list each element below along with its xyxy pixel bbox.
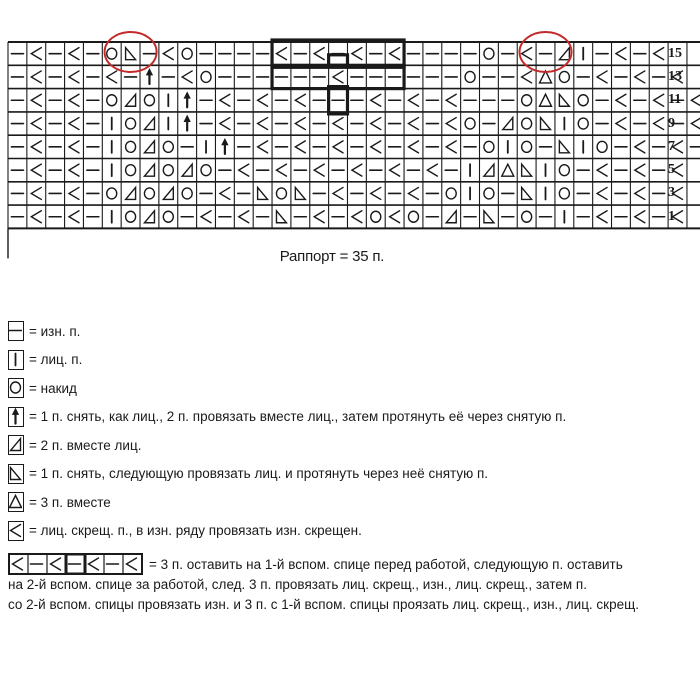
twisted-knit-symbol bbox=[654, 48, 664, 60]
twisted-knit-symbol bbox=[371, 118, 381, 130]
k3tog-symbol bbox=[502, 164, 514, 176]
ssk-symbol bbox=[276, 211, 286, 223]
k2tog-symbol bbox=[144, 118, 154, 130]
twisted-knit-symbol bbox=[390, 164, 400, 176]
twisted-knit-symbol bbox=[408, 141, 418, 153]
cable-outline bbox=[272, 40, 404, 114]
legend-text: = 1 п. снять, как лиц., 2 п. провязать вместе лиц., затем протянуть её через снятую п. bbox=[29, 409, 567, 424]
k2tog-symbol bbox=[559, 48, 569, 60]
yarn-over-symbol bbox=[126, 141, 136, 152]
yarn-over-symbol bbox=[465, 118, 475, 129]
legend-text: = лиц. п. bbox=[29, 352, 83, 367]
twisted-knit-symbol bbox=[69, 71, 79, 83]
twisted-knit-symbol bbox=[352, 211, 362, 223]
legend-item-k2tog bbox=[8, 434, 141, 456]
twisted-knit-symbol bbox=[314, 164, 324, 176]
twisted-knit-symbol bbox=[239, 211, 249, 223]
ssk-icon bbox=[8, 464, 24, 484]
twisted-knit-symbol bbox=[163, 48, 173, 60]
k2tog-symbol bbox=[144, 211, 154, 223]
twisted-knit-symbol bbox=[239, 164, 249, 176]
twisted-knit-symbol bbox=[446, 94, 456, 106]
yarn-over-symbol bbox=[559, 188, 569, 199]
k2tog-icon bbox=[8, 435, 24, 455]
twisted-knit-symbol bbox=[31, 164, 41, 176]
yarn-over-symbol bbox=[107, 48, 117, 59]
legend-text: = 3 п. вместе bbox=[29, 494, 111, 510]
twisted-knit-symbol bbox=[371, 94, 381, 106]
ssk-symbol bbox=[258, 187, 268, 199]
yarn-over-symbol bbox=[484, 188, 494, 199]
ssk-symbol bbox=[522, 164, 532, 176]
ssk-symbol bbox=[559, 141, 569, 153]
row-number: 11 bbox=[668, 92, 682, 108]
legend-text: = 1 п. снять, следующую провязать лиц. и протянуть через неё снятую п. bbox=[29, 466, 489, 481]
rapport-label: Раппорт = 35 п. bbox=[279, 248, 385, 265]
yarn-over-symbol bbox=[522, 95, 532, 106]
twisted-knit-symbol bbox=[635, 211, 645, 223]
cable-description-line: со 2-й вспом. спицы провязать изн. и 3 п. с 1-й вспом. спицы проязать лиц. скрещ., изн., лиц. скрещ. bbox=[8, 597, 639, 612]
twisted-knit-symbol bbox=[295, 94, 305, 106]
ssk-symbol bbox=[559, 94, 569, 106]
slip-k2tog-psso-icon bbox=[8, 407, 24, 427]
twisted-knit-symbol bbox=[31, 118, 41, 130]
legend-item-yarn-over bbox=[8, 377, 77, 399]
twisted-knit-symbol bbox=[31, 187, 41, 199]
yarn-over-icon bbox=[8, 378, 24, 398]
twisted-knit-symbol bbox=[13, 558, 23, 570]
knitting-chart bbox=[0, 0, 700, 270]
twisted-knit-symbol bbox=[51, 558, 61, 570]
yarn-over-symbol bbox=[11, 382, 21, 393]
twisted-knit-symbol bbox=[276, 48, 286, 60]
yarn-over-symbol bbox=[126, 211, 136, 222]
yarn-over-symbol bbox=[163, 141, 173, 152]
twisted-knit-symbol bbox=[220, 94, 230, 106]
yarn-over-symbol bbox=[465, 71, 475, 82]
twisted-knit-symbol bbox=[390, 48, 400, 60]
yarn-over-symbol bbox=[446, 188, 456, 199]
yarn-over-symbol bbox=[107, 95, 117, 106]
twisted-knit-symbol bbox=[182, 71, 192, 83]
twisted-knit-symbol bbox=[69, 118, 79, 130]
k3tog-symbol bbox=[540, 94, 552, 106]
legend-item-twisted-knit bbox=[8, 520, 362, 542]
row-number: 5 bbox=[668, 162, 675, 178]
twisted-knit-symbol bbox=[314, 48, 324, 60]
twisted-knit-symbol bbox=[69, 164, 79, 176]
k2tog-symbol bbox=[126, 187, 136, 199]
twisted-knit-symbol bbox=[258, 118, 268, 130]
twisted-knit-symbol bbox=[220, 187, 230, 199]
chart-row-9 bbox=[11, 116, 700, 131]
legend-item-purl bbox=[8, 320, 80, 342]
twisted-knit-symbol bbox=[333, 71, 343, 83]
slip-k2tog-psso-symbol bbox=[184, 116, 190, 131]
twisted-knit-symbol bbox=[276, 164, 286, 176]
legend-item-cable bbox=[8, 553, 623, 575]
twisted-knit-symbol bbox=[352, 48, 362, 60]
twisted-knit-symbol bbox=[107, 71, 117, 83]
twisted-knit-symbol bbox=[597, 164, 607, 176]
k2tog-symbol bbox=[144, 141, 154, 153]
twisted-knit-symbol bbox=[616, 94, 626, 106]
twisted-knit-symbol bbox=[654, 118, 664, 130]
yarn-over-symbol bbox=[163, 165, 173, 176]
twisted-knit-symbol bbox=[446, 118, 456, 130]
twisted-knit-symbol bbox=[371, 187, 381, 199]
twisted-knit-symbol bbox=[258, 94, 268, 106]
yarn-over-symbol bbox=[408, 211, 418, 222]
twisted-knit-symbol bbox=[69, 211, 79, 223]
legend-text: = изн. п. bbox=[29, 323, 81, 339]
twisted-knit-symbol bbox=[408, 94, 418, 106]
twisted-knit-symbol bbox=[220, 118, 230, 130]
yarn-over-symbol bbox=[484, 141, 494, 152]
twisted-knit-symbol bbox=[314, 211, 324, 223]
twisted-knit-symbol bbox=[295, 141, 305, 153]
k2tog-symbol bbox=[144, 164, 154, 176]
yarn-over-symbol bbox=[522, 118, 532, 129]
yarn-over-symbol bbox=[107, 188, 117, 199]
cable-description-line: на 2-й вспом. спице за работой, след. 3 п. провязать лиц. скрещ., изн., лиц. скрещ., затем п. bbox=[8, 577, 587, 592]
twisted-knit-symbol bbox=[390, 211, 400, 223]
legend-item-slip-k2tog-psso bbox=[8, 406, 566, 428]
twisted-knit-symbol bbox=[201, 211, 211, 223]
yarn-over-symbol bbox=[559, 165, 569, 176]
yarn-over-symbol bbox=[126, 118, 136, 129]
row-number: 1 bbox=[668, 208, 675, 224]
cable-icon bbox=[8, 553, 144, 575]
k2tog-symbol bbox=[126, 94, 136, 106]
twisted-knit-symbol bbox=[333, 141, 343, 153]
yarn-over-symbol bbox=[144, 95, 154, 106]
slip-k2tog-psso-symbol bbox=[146, 69, 152, 84]
ssk-symbol bbox=[295, 187, 305, 199]
legend-text: = накид bbox=[29, 380, 77, 396]
yarn-over-symbol bbox=[201, 71, 211, 82]
twisted-knit-symbol bbox=[127, 558, 137, 570]
row-number: 13 bbox=[668, 68, 682, 84]
yarn-over-symbol bbox=[182, 188, 192, 199]
legend-item-knit bbox=[8, 349, 82, 371]
yarn-over-symbol bbox=[597, 141, 607, 152]
twisted-knit-symbol bbox=[635, 164, 645, 176]
ssk-symbol bbox=[11, 467, 21, 479]
yarn-over-symbol bbox=[371, 211, 381, 222]
twisted-knit-symbol bbox=[69, 48, 79, 60]
twisted-knit-symbol bbox=[635, 187, 645, 199]
k2tog-symbol bbox=[182, 164, 192, 176]
slip-k2tog-psso-symbol bbox=[222, 139, 228, 154]
yarn-over-symbol bbox=[559, 71, 569, 82]
twisted-knit-symbol bbox=[69, 141, 79, 153]
yarn-over-symbol bbox=[201, 165, 211, 176]
twisted-knit-symbol bbox=[408, 118, 418, 130]
twisted-knit-symbol bbox=[522, 71, 532, 83]
slip-k2tog-psso-symbol bbox=[13, 408, 19, 423]
k2tog-symbol bbox=[503, 118, 513, 130]
purl-icon bbox=[8, 321, 24, 341]
twisted-knit-symbol bbox=[295, 118, 305, 130]
twisted-knit-symbol bbox=[446, 141, 456, 153]
twisted-knit-symbol bbox=[258, 141, 268, 153]
row-number: 3 bbox=[668, 185, 675, 201]
twisted-knit-symbol bbox=[597, 187, 607, 199]
twisted-knit-symbol bbox=[31, 211, 41, 223]
twisted-knit-symbol bbox=[408, 187, 418, 199]
yarn-over-symbol bbox=[578, 95, 588, 106]
twisted-knit-symbol bbox=[31, 48, 41, 60]
twisted-knit-symbol bbox=[69, 94, 79, 106]
twisted-knit-symbol bbox=[371, 141, 381, 153]
twisted-knit-symbol bbox=[31, 141, 41, 153]
twisted-knit-symbol bbox=[333, 187, 343, 199]
twisted-knit-symbol bbox=[597, 211, 607, 223]
legend-text: = 2 п. вместе лиц. bbox=[29, 437, 142, 453]
yarn-over-symbol bbox=[484, 48, 494, 59]
k3tog-symbol bbox=[10, 496, 22, 508]
ssk-symbol bbox=[484, 211, 494, 223]
chart-row-11 bbox=[11, 92, 700, 107]
twisted-knit-symbol bbox=[654, 94, 664, 106]
legend-item-ssk bbox=[8, 463, 488, 485]
k2tog-symbol bbox=[446, 211, 456, 223]
k3tog-icon bbox=[8, 492, 24, 512]
twisted-knit-symbol bbox=[635, 71, 645, 83]
legend-text: = 3 п. оставить на 1-й вспом. спице перед работой, следующую п. оставить bbox=[149, 556, 623, 572]
twisted-knit-icon bbox=[8, 521, 24, 541]
yarn-over-symbol bbox=[522, 141, 532, 152]
yarn-over-symbol bbox=[522, 211, 532, 222]
ssk-symbol bbox=[541, 118, 551, 130]
twisted-knit-symbol bbox=[522, 48, 532, 60]
twisted-knit-symbol bbox=[31, 94, 41, 106]
row-number: 9 bbox=[668, 115, 675, 131]
chart-grid bbox=[8, 42, 700, 228]
twisted-knit-symbol bbox=[597, 71, 607, 83]
yarn-over-symbol bbox=[182, 48, 192, 59]
twisted-knit-symbol bbox=[635, 141, 645, 153]
ssk-symbol bbox=[522, 187, 532, 199]
row-number: 7 bbox=[668, 138, 675, 154]
row-number: 15 bbox=[668, 45, 682, 61]
twisted-knit-symbol bbox=[352, 164, 362, 176]
yarn-over-symbol bbox=[276, 188, 286, 199]
twisted-knit-symbol bbox=[69, 187, 79, 199]
yarn-over-symbol bbox=[578, 118, 588, 129]
twisted-knit-symbol bbox=[11, 524, 21, 536]
k2tog-symbol bbox=[484, 164, 494, 176]
twisted-knit-symbol bbox=[616, 118, 626, 130]
knit-icon bbox=[8, 350, 24, 370]
yarn-over-symbol bbox=[126, 165, 136, 176]
k2tog-symbol bbox=[11, 439, 21, 451]
yarn-over-symbol bbox=[163, 211, 173, 222]
twisted-knit-symbol bbox=[333, 118, 343, 130]
twisted-knit-symbol bbox=[31, 71, 41, 83]
ssk-symbol bbox=[126, 48, 136, 60]
twisted-knit-symbol bbox=[427, 164, 437, 176]
slip-k2tog-psso-symbol bbox=[184, 92, 190, 107]
twisted-knit-symbol bbox=[89, 558, 99, 570]
chart-row-7 bbox=[11, 139, 700, 154]
legend-text: = лиц. скрещ. п., в изн. ряду провязать изн. скрещен. bbox=[29, 523, 362, 538]
k2tog-symbol bbox=[163, 187, 173, 199]
legend-item-k3tog bbox=[8, 491, 111, 513]
yarn-over-symbol bbox=[144, 188, 154, 199]
twisted-knit-symbol bbox=[616, 48, 626, 60]
